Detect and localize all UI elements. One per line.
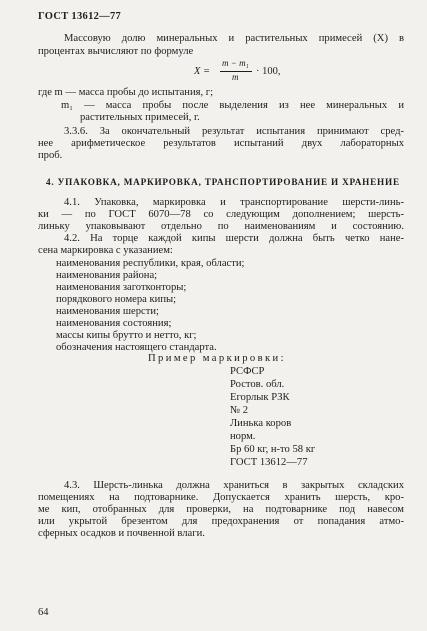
paragraph-line: помещениях на подтоварнике. Допускается хранить шерсть, кро- [38, 492, 404, 503]
page-number: 64 [38, 607, 49, 618]
list-item: наименования района; [56, 270, 158, 281]
list-item: наименования республики, края, области; [56, 258, 245, 269]
marking-line: № 2 [230, 405, 249, 416]
paragraph-line: ме кип, отобранных для проверки, на подтоварнике под навесом [38, 504, 404, 515]
marking-line: ГОСТ 13612—77 [230, 457, 308, 468]
formula-numerator: m − m₁ [222, 58, 249, 68]
paragraph-line: 4.2. На торце каждой кипы шерсти должна быть четко нане- [64, 233, 404, 244]
marking-line: Егорлык РЗК [230, 392, 290, 403]
formula-denominator: m [232, 72, 239, 82]
marking-line: Линька коров [230, 418, 292, 429]
list-item: наименования состояния; [56, 318, 172, 329]
paragraph-line: 4.1. Упаковка, маркировка и транспортирование шерсти-линь- [64, 197, 404, 208]
paragraph-line: проб. [38, 150, 63, 161]
list-item: массы кипы брутто и нетто, кг; [56, 330, 197, 341]
paragraph-line: сферных осадков и почвенной влаги. [38, 528, 205, 539]
paragraph-line: 4.3. Шерсть-линька должна храниться в закрытых складских [64, 480, 404, 491]
paragraph-line: ки — по ГОСТ 6070—78 со следующим дополнением; шерсть- [38, 209, 404, 220]
list-item: наименования шерсти; [56, 306, 159, 317]
document-header: ГОСТ 13612—77 [38, 11, 122, 22]
paragraph-line: сена маркировка с указанием: [38, 245, 173, 256]
example-heading: Пример маркировки: [148, 353, 286, 364]
paragraph-line: линьку упаковывают отдельно по наименованиям и состоянию. [38, 221, 404, 232]
paragraph-line: m₁ — масса пробы после выделения из нее минеральных и [61, 100, 404, 111]
list-item: наименования заготконторы; [56, 282, 187, 293]
marking-line: Бр 60 кг, н-то 58 кг [230, 444, 316, 455]
section-title: 4. УПАКОВКА, МАРКИРОВКА, ТРАНСПОРТИРОВАНИЕ И ХРАНЕНИЕ [46, 177, 400, 187]
paragraph-line: процентах вычисляют по формуле [38, 46, 194, 57]
marking-line: норм. [230, 431, 256, 442]
paragraph-line: где m — масса пробы до испытания, г; [38, 87, 214, 98]
marking-line: Ростов. обл. [230, 379, 285, 390]
list-item: обозначения настоящего стандарта. [56, 342, 217, 353]
paragraph-line: или укрытой брезентом для предохранения от попадания атмо- [38, 516, 404, 527]
paragraph-line: 3.3.6. За окончательный результат испытания принимают сред- [64, 126, 404, 137]
formula-tail: · 100, [256, 66, 281, 77]
paragraph-line: растительных примесей, г. [80, 112, 200, 123]
paragraph-line: Массовую долю минеральных и растительных примесей (X) в [64, 33, 404, 44]
list-item: порядкового номера кипы; [56, 294, 177, 305]
marking-line: РСФСР [230, 366, 265, 377]
paragraph-line: нее арифметическое результатов испытаний двух лабораторных [38, 138, 404, 149]
formula-lhs: X = [194, 66, 211, 77]
